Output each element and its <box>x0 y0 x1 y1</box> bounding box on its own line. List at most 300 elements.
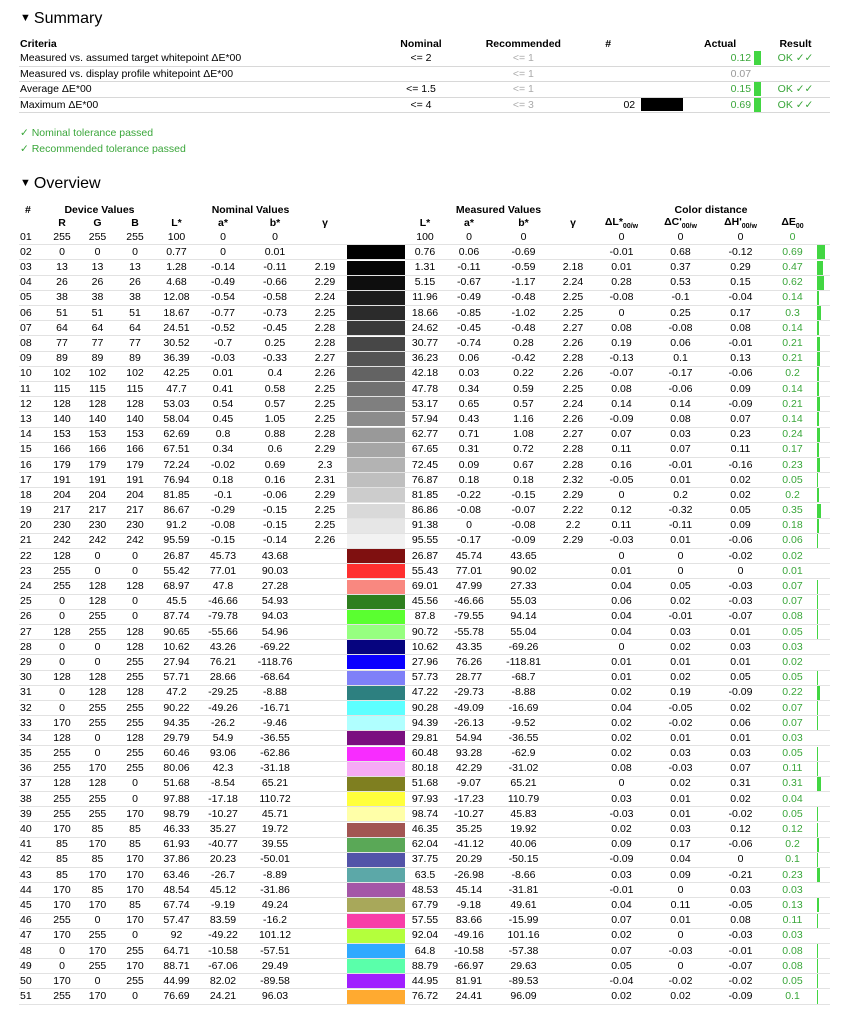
delta-e-bar-cell <box>814 230 830 245</box>
delta-l: 0.02 <box>592 822 651 837</box>
color-swatch-cell <box>347 852 405 867</box>
delta-l: -0.03 <box>592 807 651 822</box>
row-num: 05 <box>19 290 45 305</box>
col-result: Result <box>779 38 812 50</box>
delta-e-bar <box>754 82 761 96</box>
measured-values-header: Measured Values <box>455 203 542 216</box>
measured-b: -0.48 <box>493 321 554 336</box>
delta-e: 0.14 <box>771 381 814 396</box>
delta-e-bar <box>817 245 825 259</box>
measured-gamma: 2.28 <box>554 351 592 366</box>
device-g: 255 <box>79 609 116 624</box>
delta-e-bar <box>817 580 818 594</box>
delta-l: 0.02 <box>592 731 651 746</box>
overview-row <box>19 442 830 457</box>
number-cell <box>578 51 638 66</box>
col-nominal-a: a* <box>218 217 228 230</box>
color-swatch <box>347 929 405 943</box>
measured-gamma <box>554 609 592 624</box>
measured-gamma <box>554 670 592 685</box>
measured-b: 0.18 <box>493 473 554 488</box>
overview-row <box>19 381 830 396</box>
device-b: 0 <box>116 989 154 1004</box>
delta-c: -0.01 <box>651 609 710 624</box>
device-r: 170 <box>45 898 79 913</box>
measured-a: 76.26 <box>445 655 493 670</box>
delta-e-bar <box>817 428 820 442</box>
color-swatch <box>347 230 405 244</box>
device-g: 128 <box>79 776 116 791</box>
measured-gamma: 2.24 <box>554 397 592 412</box>
delta-e-bar <box>817 990 818 1004</box>
delta-c: 0.19 <box>651 685 710 700</box>
color-swatch <box>347 974 405 988</box>
measured-b: -1.02 <box>493 306 554 321</box>
measured-l: 57.55 <box>405 913 445 928</box>
device-r: 242 <box>45 533 79 548</box>
nominal-b: -31.18 <box>247 761 303 776</box>
device-b: 102 <box>116 366 154 381</box>
delta-e-bar-cell <box>814 670 830 685</box>
nominal-a: 93.06 <box>199 746 247 761</box>
delta-c: 0.37 <box>651 260 710 275</box>
row-num: 10 <box>19 366 45 381</box>
device-b: 0 <box>116 594 154 609</box>
device-r: 13 <box>45 260 79 275</box>
delta-e-bar-cell <box>814 336 830 351</box>
measured-gamma: 2.25 <box>554 306 592 321</box>
measured-a: 0.65 <box>445 397 493 412</box>
nominal-b: 96.03 <box>247 989 303 1004</box>
nominal-gamma: 2.28 <box>303 427 347 442</box>
color-swatch-cell <box>347 473 405 488</box>
device-r: 166 <box>45 442 79 457</box>
delta-e: 0.06 <box>771 533 814 548</box>
nominal-l: 42.25 <box>154 366 199 381</box>
row-num: 06 <box>19 306 45 321</box>
measured-gamma <box>554 594 592 609</box>
delta-c: 0.68 <box>651 245 710 260</box>
measured-gamma <box>554 792 592 807</box>
summary-heading[interactable]: ▼ Summary <box>20 10 103 27</box>
delta-e-bar <box>817 458 820 472</box>
delta-e-bar-cell <box>814 427 830 442</box>
overview-row <box>19 503 830 518</box>
nominal-gamma <box>303 989 347 1004</box>
measured-l: 63.5 <box>405 867 445 882</box>
delta-e-bar <box>817 473 818 487</box>
delta-l: 0.04 <box>592 609 651 624</box>
delta-h: 0.05 <box>710 503 771 518</box>
device-g: 170 <box>79 989 116 1004</box>
summary-header-row <box>19 37 830 51</box>
nominal-cell: <= 2 <box>374 51 469 66</box>
nominal-b: 0.4 <box>247 366 303 381</box>
color-swatch <box>347 519 405 533</box>
measured-b: 0.72 <box>493 442 554 457</box>
delta-l: 0.07 <box>592 913 651 928</box>
device-b: 255 <box>116 761 154 776</box>
delta-c: 0.03 <box>651 624 710 639</box>
measured-a: -17.23 <box>445 792 493 807</box>
device-g: 128 <box>79 579 116 594</box>
device-b: 128 <box>116 685 154 700</box>
delta-e-bar <box>817 686 820 700</box>
delta-h: -0.06 <box>710 533 771 548</box>
delta-e-bar-cell <box>814 731 830 746</box>
col-number: # <box>605 38 612 50</box>
device-b: 0 <box>116 564 154 579</box>
measured-l: 53.17 <box>405 397 445 412</box>
delta-e-bar-cell <box>814 974 830 989</box>
result-cell: OK ✓✓ <box>761 51 830 66</box>
color-distance-header: Color distance <box>674 203 748 216</box>
device-b: 64 <box>116 321 154 336</box>
nominal-gamma: 2.29 <box>303 442 347 457</box>
delta-c: -0.02 <box>651 716 710 731</box>
color-swatch <box>347 352 405 366</box>
measured-b: -0.08 <box>493 518 554 533</box>
color-swatch <box>347 504 405 518</box>
measured-b: 43.65 <box>493 549 554 564</box>
nominal-b: 1.05 <box>247 412 303 427</box>
overview-row <box>19 700 830 715</box>
row-num: 24 <box>19 579 45 594</box>
overview-heading[interactable]: ▼ Overview <box>20 175 101 192</box>
row-num: 16 <box>19 457 45 472</box>
delta-h: -0.09 <box>710 397 771 412</box>
nominal-l: 86.67 <box>154 503 199 518</box>
device-b: 204 <box>116 488 154 503</box>
delta-e-bar <box>817 838 819 852</box>
col-nominal: Nominal <box>400 38 442 50</box>
nominal-gamma <box>303 792 347 807</box>
device-b: 255 <box>116 670 154 685</box>
device-g: 0 <box>79 655 116 670</box>
nominal-a: -0.54 <box>199 290 247 305</box>
device-g: 255 <box>79 700 116 715</box>
delta-l: 0.03 <box>592 867 651 882</box>
nominal-gamma: 2.28 <box>303 336 347 351</box>
swatch-cell <box>638 97 686 113</box>
nominal-a: -46.66 <box>199 594 247 609</box>
delta-e: 0.14 <box>771 290 814 305</box>
color-swatch <box>347 412 405 426</box>
color-swatch-cell <box>347 594 405 609</box>
color-swatch <box>347 747 405 761</box>
measured-l: 86.86 <box>405 503 445 518</box>
device-r: 26 <box>45 275 79 290</box>
delta-e-bar-cell <box>814 928 830 943</box>
delta-l: -0.09 <box>592 852 651 867</box>
device-b: 128 <box>116 624 154 639</box>
device-g: 102 <box>79 366 116 381</box>
measured-gamma <box>554 898 592 913</box>
device-g: 13 <box>79 260 116 275</box>
actual-cell: 0.07 <box>686 66 754 82</box>
delta-h: -0.03 <box>710 594 771 609</box>
delta-e: 0.05 <box>771 974 814 989</box>
nominal-l: 64.71 <box>154 943 199 958</box>
measured-a: -41.12 <box>445 837 493 852</box>
nominal-gamma: 2.28 <box>303 321 347 336</box>
device-r: 0 <box>45 245 79 260</box>
color-swatch <box>347 428 405 442</box>
delta-e: 0.23 <box>771 457 814 472</box>
measured-gamma <box>554 579 592 594</box>
row-num: 48 <box>19 943 45 958</box>
delta-e-bar <box>817 276 824 290</box>
device-r: 128 <box>45 731 79 746</box>
measured-b: 40.06 <box>493 837 554 852</box>
row-num: 02 <box>19 245 45 260</box>
delta-c: 0.1 <box>651 351 710 366</box>
color-swatch <box>347 959 405 973</box>
row-num: 15 <box>19 442 45 457</box>
measured-a: -26.98 <box>445 867 493 882</box>
device-r: 170 <box>45 974 79 989</box>
measured-l: 94.39 <box>405 716 445 731</box>
color-swatch <box>347 625 405 639</box>
nominal-l: 36.39 <box>154 351 199 366</box>
nominal-gamma <box>303 837 347 852</box>
row-num: 17 <box>19 473 45 488</box>
col-measured-b: b* <box>518 217 529 230</box>
measured-gamma <box>554 974 592 989</box>
color-swatch-cell <box>347 700 405 715</box>
delta-c: 0.01 <box>651 655 710 670</box>
nominal-gamma <box>303 579 347 594</box>
device-g: 0 <box>79 564 116 579</box>
nominal-b: -8.88 <box>247 685 303 700</box>
color-swatch-cell <box>347 442 405 457</box>
nominal-a: 54.9 <box>199 731 247 746</box>
color-swatch-cell <box>347 731 405 746</box>
delta-e-bar-cell <box>814 913 830 928</box>
nominal-a: -0.15 <box>199 533 247 548</box>
overview-row <box>19 488 830 503</box>
color-swatch-cell <box>347 230 405 245</box>
overview-row <box>19 518 830 533</box>
delta-e-bar-cell <box>814 655 830 670</box>
measured-a: 0.06 <box>445 245 493 260</box>
device-g: 230 <box>79 518 116 533</box>
delta-l: 0.02 <box>592 928 651 943</box>
delta-e: 0.2 <box>771 366 814 381</box>
measured-a: -10.27 <box>445 807 493 822</box>
measured-b: 49.61 <box>493 898 554 913</box>
device-r: 255 <box>45 579 79 594</box>
overview-row <box>19 867 830 882</box>
delta-e-bar-cell <box>814 807 830 822</box>
nominal-l: 46.33 <box>154 822 199 837</box>
color-swatch <box>347 990 405 1004</box>
nominal-gamma <box>303 898 347 913</box>
device-g: 0 <box>79 640 116 655</box>
delta-c: 0.09 <box>651 867 710 882</box>
nominal-gamma: 2.25 <box>303 306 347 321</box>
delta-e: 0.07 <box>771 579 814 594</box>
delta-e: 0.31 <box>771 776 814 791</box>
actual-cell: 0.12 <box>686 51 754 66</box>
collapse-triangle-icon[interactable]: ▼ <box>20 177 31 189</box>
nominal-cell: <= 1.5 <box>374 82 469 98</box>
measured-l: 55.43 <box>405 564 445 579</box>
device-r: 191 <box>45 473 79 488</box>
delta-l: 0.09 <box>592 837 651 852</box>
nominal-b: -0.14 <box>247 533 303 548</box>
delta-c: -0.1 <box>651 290 710 305</box>
color-swatch <box>347 868 405 882</box>
measured-a: -49.09 <box>445 700 493 715</box>
color-swatch-cell <box>347 518 405 533</box>
overview-row <box>19 549 830 564</box>
measured-b: 0.28 <box>493 336 554 351</box>
delta-e: 0.02 <box>771 549 814 564</box>
device-b: 38 <box>116 290 154 305</box>
nominal-gamma <box>303 883 347 898</box>
delta-h: -0.09 <box>710 989 771 1004</box>
delta-c: 0.02 <box>651 640 710 655</box>
delta-l: 0.03 <box>592 792 651 807</box>
col-nominal-b: b* <box>269 217 281 230</box>
collapse-triangle-icon[interactable]: ▼ <box>20 12 31 24</box>
device-r: 85 <box>45 852 79 867</box>
delta-e-bar <box>817 853 818 867</box>
delta-e-bar-cell <box>814 867 830 882</box>
device-g: 170 <box>79 898 116 913</box>
measured-a: 43.35 <box>445 640 493 655</box>
delta-e: 0.08 <box>771 609 814 624</box>
delta-l: 0.16 <box>592 457 651 472</box>
nominal-a: -49.22 <box>199 928 247 943</box>
criteria-cell: Measured vs. assumed target whitepoint ΔE*00 <box>19 51 374 66</box>
measured-l: 91.38 <box>405 518 445 533</box>
measured-gamma <box>554 822 592 837</box>
delta-c: 0.03 <box>651 822 710 837</box>
delta-e-bar <box>817 762 818 776</box>
delta-e-bar-cell <box>814 943 830 958</box>
color-swatch-cell <box>347 974 405 989</box>
delta-e-bar-cell <box>814 366 830 381</box>
measured-b: -50.15 <box>493 852 554 867</box>
col-delta-e: $\Delta E_{00}$ <box>781 216 804 231</box>
measured-a: 45.74 <box>445 549 493 564</box>
device-r: 255 <box>45 807 79 822</box>
measured-l: 11.96 <box>405 290 445 305</box>
delta-e-bar-cell <box>814 579 830 594</box>
row-num: 03 <box>19 260 45 275</box>
device-b: 255 <box>116 700 154 715</box>
delta-l: 0.01 <box>592 655 651 670</box>
delta-e-bar <box>817 898 819 912</box>
delta-e: 0.05 <box>771 746 814 761</box>
color-swatch-cell <box>347 488 405 503</box>
device-b: 191 <box>116 473 154 488</box>
overview-group-header-row <box>19 203 830 216</box>
result-cell <box>761 66 830 82</box>
measured-gamma <box>554 959 592 974</box>
delta-h: 0.01 <box>710 731 771 746</box>
delta-e-bar-cell <box>814 685 830 700</box>
delta-e: 0.07 <box>771 700 814 715</box>
overview-row <box>19 761 830 776</box>
nominal-l: 0.77 <box>154 245 199 260</box>
swatch-cell <box>638 51 686 66</box>
delta-e: 0.01 <box>771 564 814 579</box>
col-nominal-gamma: γ <box>322 217 328 230</box>
delta-e-bar-cell <box>814 397 830 412</box>
measured-l: 26.87 <box>405 549 445 564</box>
nominal-b: -0.11 <box>247 260 303 275</box>
delta-e: 0.07 <box>771 716 814 731</box>
device-g: 217 <box>79 503 116 518</box>
overview-row <box>19 579 830 594</box>
delta-e-bar <box>817 412 819 426</box>
measured-l: 100 <box>405 230 445 245</box>
measured-a: -49.16 <box>445 928 493 943</box>
device-r: 0 <box>45 640 79 655</box>
delta-l: 0.11 <box>592 442 651 457</box>
device-b: 170 <box>116 883 154 898</box>
overview-row <box>19 776 830 791</box>
delta-h: 0.31 <box>710 776 771 791</box>
device-r: 255 <box>45 989 79 1004</box>
device-b: 51 <box>116 306 154 321</box>
color-swatch <box>347 595 405 609</box>
color-swatch-cell <box>347 624 405 639</box>
color-swatch <box>347 731 405 745</box>
recommended-cell: <= 3 <box>468 97 578 113</box>
delta-e: 0.22 <box>771 685 814 700</box>
nominal-a: -10.58 <box>199 943 247 958</box>
nominal-gamma: 2.27 <box>303 351 347 366</box>
measured-gamma: 2.2 <box>554 518 592 533</box>
result-cell: OK ✓✓ <box>761 97 830 113</box>
delta-e: 0.1 <box>771 989 814 1004</box>
measured-a: 20.29 <box>445 852 493 867</box>
row-num: 39 <box>19 807 45 822</box>
col-recommended: Recommended <box>485 38 561 50</box>
device-g: 191 <box>79 473 116 488</box>
device-g: 170 <box>79 867 116 882</box>
nominal-b: -0.45 <box>247 321 303 336</box>
delta-e: 0.17 <box>771 442 814 457</box>
color-swatch <box>347 564 405 578</box>
measured-a: 0.43 <box>445 412 493 427</box>
device-g: 255 <box>79 959 116 974</box>
delta-h: -0.07 <box>710 609 771 624</box>
overview-row <box>19 306 830 321</box>
delta-e: 0.47 <box>771 260 814 275</box>
device-r: 115 <box>45 381 79 396</box>
device-r: 255 <box>45 792 79 807</box>
overview-row <box>19 883 830 898</box>
delta-e-bar <box>817 777 821 791</box>
color-swatch <box>347 944 405 958</box>
delta-e-bar <box>817 914 818 928</box>
nominal-a: -0.77 <box>199 306 247 321</box>
delta-h: -0.03 <box>710 928 771 943</box>
nominal-gamma <box>303 913 347 928</box>
nominal-gamma: 2.25 <box>303 412 347 427</box>
nominal-gamma <box>303 928 347 943</box>
device-b: 242 <box>116 533 154 548</box>
delta-h: 0.07 <box>710 412 771 427</box>
nominal-a: -17.18 <box>199 792 247 807</box>
delta-e: 0.08 <box>771 943 814 958</box>
measured-b: -118.81 <box>493 655 554 670</box>
